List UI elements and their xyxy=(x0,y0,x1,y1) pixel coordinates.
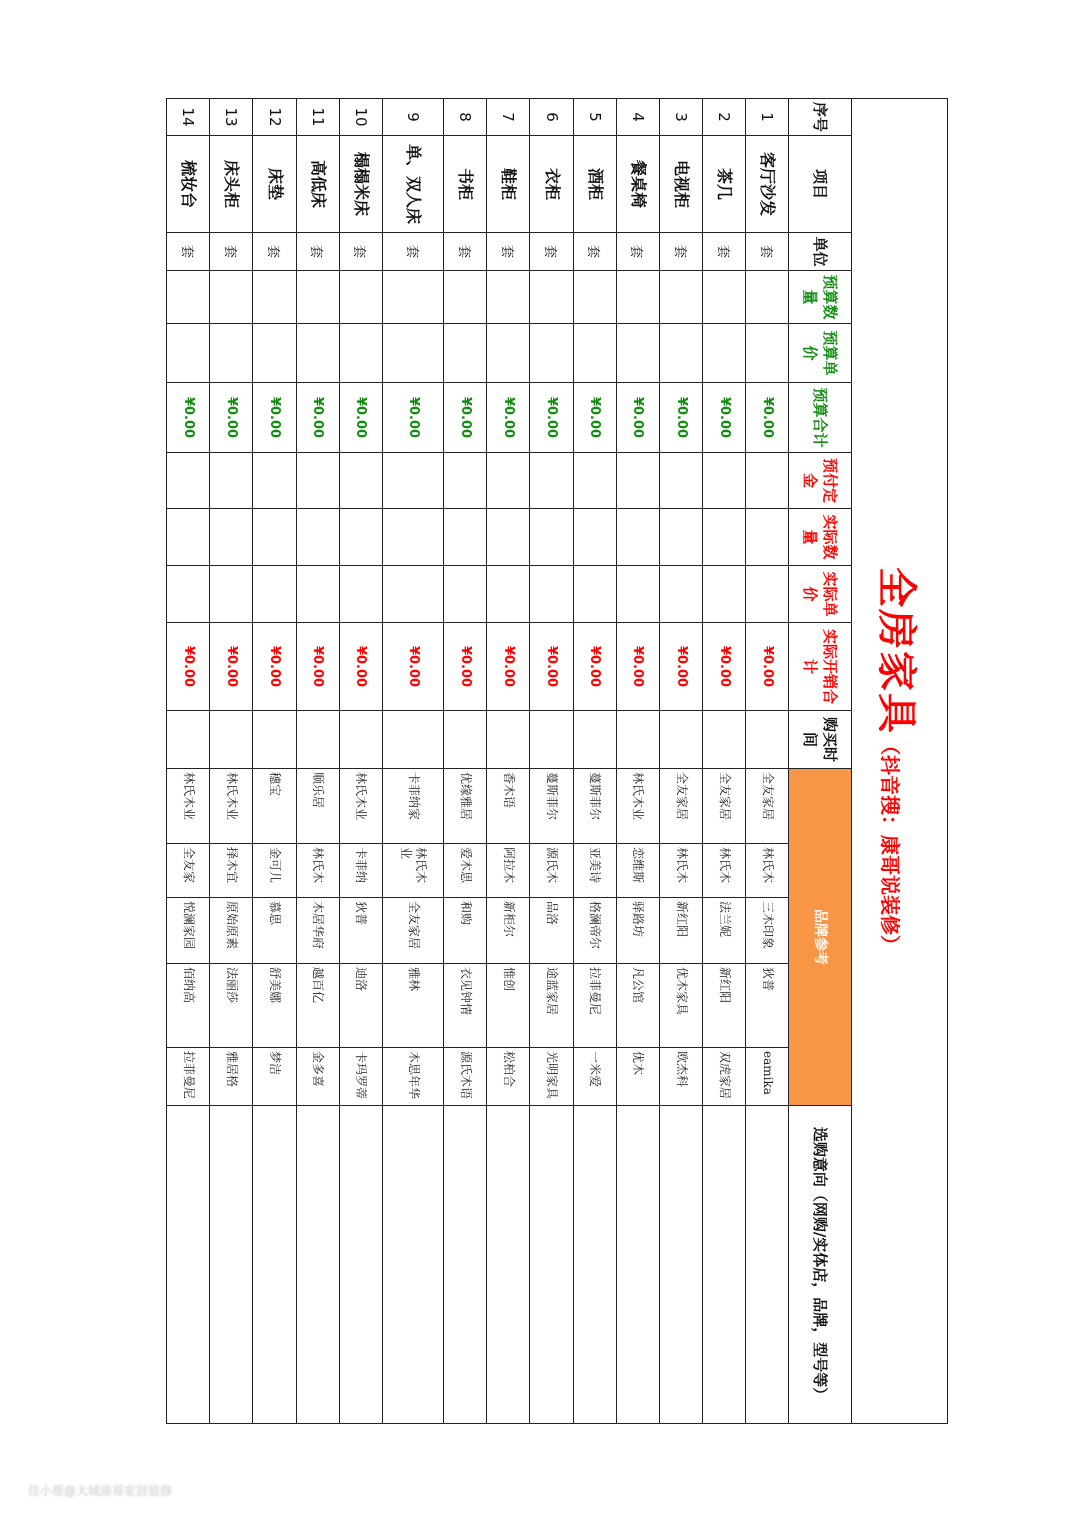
row-deposit[interactable] xyxy=(659,453,702,509)
row-actual-qty[interactable] xyxy=(210,509,253,566)
row-item: 鞋柜 xyxy=(487,136,530,233)
row-budget-total: ¥0.00 xyxy=(167,383,210,453)
row-intent[interactable] xyxy=(530,1106,573,1424)
brand-reference: 全友家 xyxy=(167,844,210,898)
row-actual-qty[interactable] xyxy=(253,509,296,566)
brand-reference: 狄普 xyxy=(746,964,789,1048)
header-no: 序号 xyxy=(789,99,851,136)
row-unit: 套 xyxy=(487,233,530,271)
header-deposit: 预付定金 xyxy=(789,453,851,509)
row-no: 1 xyxy=(746,99,789,136)
brand-reference: 林氏木业 xyxy=(616,769,659,844)
row-budget-price[interactable] xyxy=(487,324,530,383)
row-no: 14 xyxy=(167,99,210,136)
row-actual-price[interactable] xyxy=(487,566,530,623)
row-actual-total: ¥0.00 xyxy=(487,623,530,711)
row-actual-price[interactable] xyxy=(746,566,789,623)
header-row xyxy=(789,99,851,1424)
brand-reference: 全友家居 xyxy=(703,769,746,844)
row-budget-qty[interactable] xyxy=(382,271,443,324)
row-buy-time[interactable] xyxy=(339,711,382,769)
row-budget-total: ¥0.00 xyxy=(339,383,382,453)
header-intent: 选购意向（网购/实体店，品牌，型号等） xyxy=(789,1106,851,1424)
row-actual-total: ¥0.00 xyxy=(296,623,339,711)
row-deposit[interactable] xyxy=(167,453,210,509)
row-deposit[interactable] xyxy=(253,453,296,509)
row-intent[interactable] xyxy=(659,1106,702,1424)
brand-reference: 林氏木业 xyxy=(167,769,210,844)
row-unit: 套 xyxy=(530,233,573,271)
row-intent[interactable] xyxy=(746,1106,789,1424)
row-no: 13 xyxy=(210,99,253,136)
row-actual-qty[interactable] xyxy=(616,509,659,566)
brand-reference: 香木语 xyxy=(487,769,530,844)
row-actual-total: ¥0.00 xyxy=(659,623,702,711)
row-budget-qty[interactable] xyxy=(530,271,573,324)
table-row xyxy=(339,99,382,1424)
brand-reference: 狄普 xyxy=(339,898,382,964)
brand-reference: 原始原素 xyxy=(210,898,253,964)
table-row xyxy=(659,99,702,1424)
brand-reference: 迪洛 xyxy=(339,964,382,1048)
table-row xyxy=(296,99,339,1424)
row-budget-total: ¥0.00 xyxy=(444,383,487,453)
header-item: 项目 xyxy=(789,136,851,233)
row-actual-price[interactable] xyxy=(530,566,573,623)
header-actual-total: 实际开销合计 xyxy=(789,623,851,711)
row-budget-qty[interactable] xyxy=(703,271,746,324)
row-actual-total: ¥0.00 xyxy=(616,623,659,711)
brand-reference: 拉菲曼尼 xyxy=(573,964,616,1048)
row-item: 餐桌椅 xyxy=(616,136,659,233)
row-no: 11 xyxy=(296,99,339,136)
table-row xyxy=(703,99,746,1424)
row-intent[interactable] xyxy=(296,1106,339,1424)
row-no: 2 xyxy=(703,99,746,136)
row-budget-total: ¥0.00 xyxy=(573,383,616,453)
row-budget-price[interactable] xyxy=(573,324,616,383)
row-no: 3 xyxy=(659,99,702,136)
brand-reference: 优木 xyxy=(616,1048,659,1106)
row-budget-qty[interactable] xyxy=(746,271,789,324)
row-actual-price[interactable] xyxy=(703,566,746,623)
brand-reference: 全友家居 xyxy=(659,769,702,844)
row-unit: 套 xyxy=(573,233,616,271)
brand-reference: 阿拉木 xyxy=(487,844,530,898)
brand-reference: 欧杰科 xyxy=(659,1048,702,1106)
row-actual-total: ¥0.00 xyxy=(530,623,573,711)
row-item: 榻榻米床 xyxy=(339,136,382,233)
row-unit: 套 xyxy=(253,233,296,271)
row-unit: 套 xyxy=(659,233,702,271)
row-actual-total: ¥0.00 xyxy=(210,623,253,711)
brand-reference: 金多喜 xyxy=(296,1048,339,1106)
table-row xyxy=(210,99,253,1424)
row-budget-price[interactable] xyxy=(616,324,659,383)
row-budget-price[interactable] xyxy=(746,324,789,383)
header-actual-price: 实际单价 xyxy=(789,566,851,623)
row-intent[interactable] xyxy=(573,1106,616,1424)
row-actual-qty[interactable] xyxy=(487,509,530,566)
brand-reference: 林氏木 xyxy=(746,844,789,898)
row-actual-price[interactable] xyxy=(296,566,339,623)
row-actual-qty[interactable] xyxy=(746,509,789,566)
row-deposit[interactable] xyxy=(616,453,659,509)
row-unit: 套 xyxy=(167,233,210,271)
table-row xyxy=(444,99,487,1424)
row-buy-time[interactable] xyxy=(530,711,573,769)
brand-reference: 凡公馆 xyxy=(616,964,659,1048)
row-budget-total: ¥0.00 xyxy=(659,383,702,453)
row-budget-qty[interactable] xyxy=(210,271,253,324)
row-budget-qty[interactable] xyxy=(253,271,296,324)
row-deposit[interactable] xyxy=(703,453,746,509)
table-row xyxy=(167,99,210,1424)
brand-reference: 惟创 xyxy=(487,964,530,1048)
brand-reference: 林氏木业 xyxy=(382,844,443,898)
header-brand-ref: 品牌参考 xyxy=(789,769,851,1106)
row-item: 床垫 xyxy=(253,136,296,233)
brand-reference: 双虎家居 xyxy=(703,1048,746,1106)
row-deposit[interactable] xyxy=(382,453,443,509)
row-actual-price[interactable] xyxy=(382,566,443,623)
row-actual-price[interactable] xyxy=(253,566,296,623)
row-buy-time[interactable] xyxy=(253,711,296,769)
header-budget-price: 预算单价 xyxy=(789,324,851,383)
row-unit: 套 xyxy=(616,233,659,271)
row-item: 电视柜 xyxy=(659,136,702,233)
brand-reference: 优缘雅居 xyxy=(444,769,487,844)
title-row xyxy=(851,99,947,1424)
row-budget-total: ¥0.00 xyxy=(487,383,530,453)
row-actual-price[interactable] xyxy=(444,566,487,623)
brand-reference: 亚美诗 xyxy=(573,844,616,898)
brand-reference: 品洛 xyxy=(530,898,573,964)
brand-reference: 一米爱 xyxy=(573,1048,616,1106)
brand-reference: 林氏木业 xyxy=(339,769,382,844)
row-budget-price[interactable] xyxy=(382,324,443,383)
row-unit: 套 xyxy=(746,233,789,271)
row-actual-total: ¥0.00 xyxy=(573,623,616,711)
row-buy-time[interactable] xyxy=(210,711,253,769)
row-no: 12 xyxy=(253,99,296,136)
brand-reference: 全友家居 xyxy=(382,898,443,964)
table-row xyxy=(746,99,789,1424)
header-buy-time: 购买时间 xyxy=(789,711,851,769)
row-buy-time[interactable] xyxy=(703,711,746,769)
brand-reference: 和购 xyxy=(444,898,487,964)
row-budget-total: ¥0.00 xyxy=(746,383,789,453)
row-actual-qty[interactable] xyxy=(530,509,573,566)
row-actual-price[interactable] xyxy=(210,566,253,623)
brand-reference: 越百亿 xyxy=(296,964,339,1048)
brand-reference: 林氏木 xyxy=(703,844,746,898)
brand-reference: 法丽莎 xyxy=(210,964,253,1048)
brand-reference: 格澜帝尔 xyxy=(573,898,616,964)
row-unit: 套 xyxy=(296,233,339,271)
row-unit: 套 xyxy=(382,233,443,271)
brand-reference: 全友家居 xyxy=(746,769,789,844)
brand-reference: 林氏木业 xyxy=(210,769,253,844)
budget-table xyxy=(166,98,948,1424)
row-buy-time[interactable] xyxy=(444,711,487,769)
row-actual-qty[interactable] xyxy=(167,509,210,566)
table-row xyxy=(573,99,616,1424)
table-row xyxy=(530,99,573,1424)
brand-reference: 松柏合 xyxy=(487,1048,530,1106)
row-item: 梳妆台 xyxy=(167,136,210,233)
row-actual-qty[interactable] xyxy=(659,509,702,566)
row-actual-total: ¥0.00 xyxy=(703,623,746,711)
brand-reference: 源氏木语 xyxy=(444,1048,487,1106)
row-buy-time[interactable] xyxy=(659,711,702,769)
row-no: 6 xyxy=(530,99,573,136)
brand-reference: 穗宝 xyxy=(253,769,296,844)
header-budget-total: 预算合计 xyxy=(789,383,851,453)
row-deposit[interactable] xyxy=(444,453,487,509)
brand-reference: 金可儿 xyxy=(253,844,296,898)
header-unit: 单位 xyxy=(789,233,851,271)
row-actual-price[interactable] xyxy=(616,566,659,623)
row-buy-time[interactable] xyxy=(296,711,339,769)
sheet-title: 全房家具 xyxy=(872,567,919,736)
brand-reference: 悦澜家园 xyxy=(167,898,210,964)
table-row xyxy=(616,99,659,1424)
brand-reference: 法兰妮 xyxy=(703,898,746,964)
row-buy-time[interactable] xyxy=(746,711,789,769)
row-budget-total: ¥0.00 xyxy=(382,383,443,453)
title-cell xyxy=(851,99,947,1424)
furniture-budget-sheet xyxy=(166,98,948,1423)
row-budget-price[interactable] xyxy=(253,324,296,383)
row-budget-qty[interactable] xyxy=(573,271,616,324)
row-intent[interactable] xyxy=(253,1106,296,1424)
row-actual-total: ¥0.00 xyxy=(382,623,443,711)
row-actual-total: ¥0.00 xyxy=(339,623,382,711)
row-budget-price[interactable] xyxy=(210,324,253,383)
brand-reference: 途蓝家居 xyxy=(530,964,573,1048)
brand-reference: 新红阳 xyxy=(703,964,746,1048)
row-actual-total: ¥0.00 xyxy=(167,623,210,711)
row-intent[interactable] xyxy=(210,1106,253,1424)
row-budget-qty[interactable] xyxy=(339,271,382,324)
row-budget-qty[interactable] xyxy=(296,271,339,324)
row-no: 10 xyxy=(339,99,382,136)
row-actual-price[interactable] xyxy=(167,566,210,623)
brand-reference: 佰纳高 xyxy=(167,964,210,1048)
brand-reference: 择木宜 xyxy=(210,844,253,898)
brand-reference: 蔓斯菲尔 xyxy=(530,769,573,844)
row-no: 8 xyxy=(444,99,487,136)
row-item: 衣柜 xyxy=(530,136,573,233)
row-budget-price[interactable] xyxy=(659,324,702,383)
row-actual-total: ¥0.00 xyxy=(746,623,789,711)
row-no: 9 xyxy=(382,99,443,136)
row-intent[interactable] xyxy=(444,1106,487,1424)
row-intent[interactable] xyxy=(487,1106,530,1424)
brand-reference: 卡菲纳家 xyxy=(382,769,443,844)
row-item: 客厅沙发 xyxy=(746,136,789,233)
row-intent[interactable] xyxy=(616,1106,659,1424)
brand-reference: 源氏木 xyxy=(530,844,573,898)
row-actual-price[interactable] xyxy=(573,566,616,623)
row-budget-total: ¥0.00 xyxy=(530,383,573,453)
row-intent[interactable] xyxy=(703,1106,746,1424)
row-actual-qty[interactable] xyxy=(382,509,443,566)
row-actual-qty[interactable] xyxy=(573,509,616,566)
row-budget-price[interactable] xyxy=(296,324,339,383)
brand-reference: 光明家具 xyxy=(530,1048,573,1106)
brand-reference: 恋维斯 xyxy=(616,844,659,898)
row-actual-qty[interactable] xyxy=(296,509,339,566)
brand-reference: 雅居格 xyxy=(210,1048,253,1106)
row-item: 床头柜 xyxy=(210,136,253,233)
sheet-subtitle: （抖音搜：康哥说装修） xyxy=(877,735,902,956)
row-budget-price[interactable] xyxy=(444,324,487,383)
brand-reference: 三木印象 xyxy=(746,898,789,964)
header-budget-qty: 预算数量 xyxy=(789,271,851,324)
row-deposit[interactable] xyxy=(746,453,789,509)
header-actual-qty: 实际数量 xyxy=(789,509,851,566)
brand-reference: 顺乐居 xyxy=(296,769,339,844)
brand-reference: 驿路坊 xyxy=(616,898,659,964)
row-budget-qty[interactable] xyxy=(487,271,530,324)
brand-reference: 林氏木 xyxy=(659,844,702,898)
row-deposit[interactable] xyxy=(296,453,339,509)
row-budget-total: ¥0.00 xyxy=(616,383,659,453)
table-row xyxy=(382,99,443,1424)
row-deposit[interactable] xyxy=(573,453,616,509)
brand-reference: 舒美娜 xyxy=(253,964,296,1048)
row-actual-qty[interactable] xyxy=(703,509,746,566)
row-budget-qty[interactable] xyxy=(444,271,487,324)
brand-reference: 拉菲曼尼 xyxy=(167,1048,210,1106)
row-buy-time[interactable] xyxy=(382,711,443,769)
row-deposit[interactable] xyxy=(487,453,530,509)
row-actual-qty[interactable] xyxy=(444,509,487,566)
row-intent[interactable] xyxy=(382,1106,443,1424)
row-item: 高低床 xyxy=(296,136,339,233)
watermark: 住小帮@大城康哥家居装修 xyxy=(28,1484,173,1498)
brand-reference: 爱木思 xyxy=(444,844,487,898)
brand-reference: 新红阳 xyxy=(659,898,702,964)
brand-reference: 雅林 xyxy=(382,964,443,1048)
row-no: 7 xyxy=(487,99,530,136)
row-deposit[interactable] xyxy=(530,453,573,509)
row-budget-total: ¥0.00 xyxy=(296,383,339,453)
row-actual-price[interactable] xyxy=(339,566,382,623)
row-unit: 套 xyxy=(444,233,487,271)
row-actual-price[interactable] xyxy=(659,566,702,623)
brand-reference: eamika xyxy=(746,1048,789,1106)
row-buy-time[interactable] xyxy=(167,711,210,769)
row-budget-price[interactable] xyxy=(530,324,573,383)
row-budget-qty[interactable] xyxy=(167,271,210,324)
row-unit: 套 xyxy=(339,233,382,271)
row-actual-total: ¥0.00 xyxy=(253,623,296,711)
row-budget-price[interactable] xyxy=(703,324,746,383)
row-unit: 套 xyxy=(703,233,746,271)
row-budget-total: ¥0.00 xyxy=(210,383,253,453)
row-deposit[interactable] xyxy=(210,453,253,509)
row-item: 单、双人床 xyxy=(382,136,443,233)
row-budget-total: ¥0.00 xyxy=(703,383,746,453)
brand-reference: 林氏木 xyxy=(296,844,339,898)
row-buy-time[interactable] xyxy=(487,711,530,769)
row-intent[interactable] xyxy=(167,1106,210,1424)
row-actual-qty[interactable] xyxy=(339,509,382,566)
row-actual-total: ¥0.00 xyxy=(444,623,487,711)
row-budget-qty[interactable] xyxy=(659,271,702,324)
table-row xyxy=(253,99,296,1424)
row-intent[interactable] xyxy=(339,1106,382,1424)
brand-reference: 优木家具 xyxy=(659,964,702,1048)
brand-reference: 新柜尔 xyxy=(487,898,530,964)
row-item: 书柜 xyxy=(444,136,487,233)
row-item: 酒柜 xyxy=(573,136,616,233)
table-row xyxy=(487,99,530,1424)
brand-reference: 木居华府 xyxy=(296,898,339,964)
brand-reference: 慕思 xyxy=(253,898,296,964)
row-buy-time[interactable] xyxy=(616,711,659,769)
row-deposit[interactable] xyxy=(339,453,382,509)
row-unit: 套 xyxy=(210,233,253,271)
row-budget-price[interactable] xyxy=(339,324,382,383)
brand-reference: 梦洁 xyxy=(253,1048,296,1106)
brand-reference: 木思年华 xyxy=(382,1048,443,1106)
row-budget-qty[interactable] xyxy=(616,271,659,324)
row-buy-time[interactable] xyxy=(573,711,616,769)
row-budget-price[interactable] xyxy=(167,324,210,383)
brand-reference: 衣见钟情 xyxy=(444,964,487,1048)
brand-reference: 蔓斯菲尔 xyxy=(573,769,616,844)
row-item: 茶几 xyxy=(703,136,746,233)
brand-reference: 卡玛罗蒂 xyxy=(339,1048,382,1106)
row-budget-total: ¥0.00 xyxy=(253,383,296,453)
row-no: 5 xyxy=(573,99,616,136)
row-no: 4 xyxy=(616,99,659,136)
brand-reference: 卡菲纳 xyxy=(339,844,382,898)
